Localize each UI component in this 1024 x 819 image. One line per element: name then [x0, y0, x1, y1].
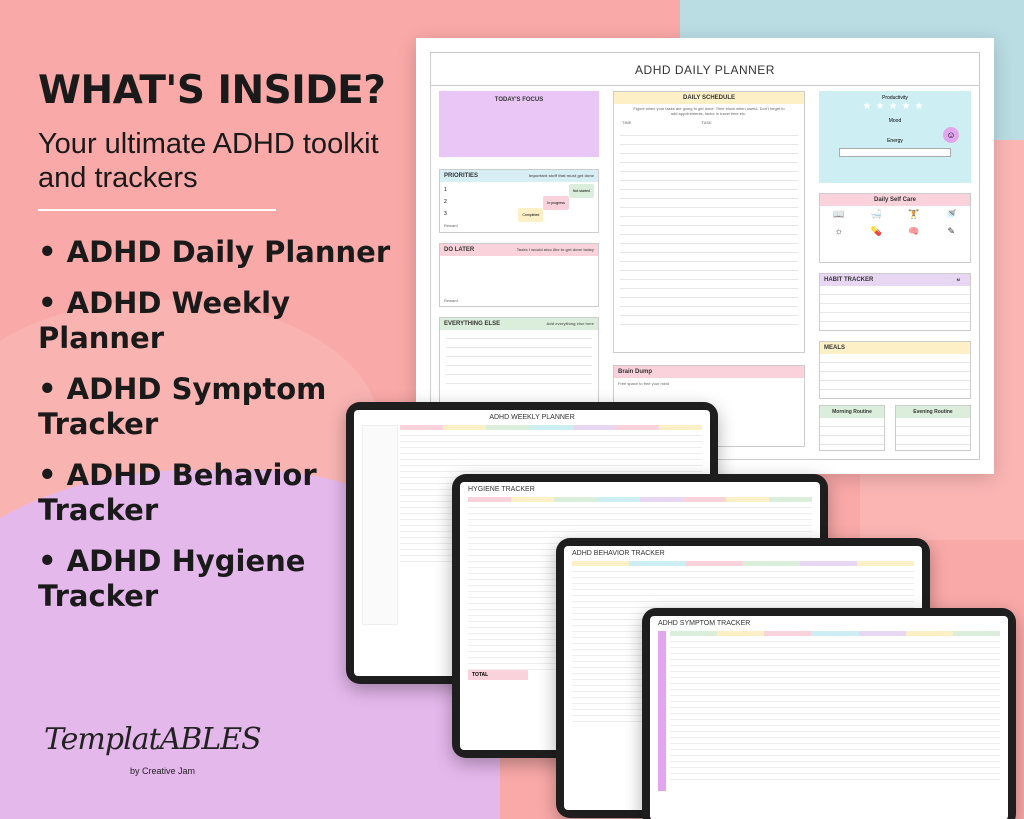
book-icon[interactable]: 📖 — [833, 209, 845, 219]
shower-icon[interactable]: 🚿 — [945, 209, 957, 219]
smiley-icon[interactable]: ☺ — [943, 127, 959, 143]
priorities-box: PRIORITIES Important stuff that must get done 1 Not started 2 In progress 3 Completed Reward — [439, 169, 599, 233]
feature-item: • ADHD Symptom Tracker — [38, 372, 327, 441]
feature-item: • ADHD Weekly Planner — [38, 286, 291, 355]
behavior-title: ADHD BEHAVIOR TRACKER — [572, 550, 665, 557]
logo-name: TemplatABLES — [44, 722, 261, 757]
divider — [38, 209, 276, 211]
feature-item: • ADHD Daily Planner — [38, 235, 391, 269]
todays-focus: TODAY'S FOCUS — [439, 91, 599, 157]
brain-icon[interactable]: 🧠 — [908, 226, 920, 236]
feature-item: • ADHD Behavior Tracker — [38, 458, 317, 527]
do-later-box: DO LATER Tasks I would also like to get done today Reward — [439, 243, 599, 307]
headline: WHAT'S INSIDE? — [38, 68, 386, 113]
feature-item: • ADHD Hygiene Tracker — [38, 544, 306, 613]
bath-icon[interactable]: 🛁 — [870, 209, 882, 219]
hygiene-title: HYGIENE TRACKER — [468, 486, 535, 493]
subtitle: Your ultimate ADHD toolkit and trackers — [38, 128, 379, 194]
promo-text — [38, 68, 398, 630]
evening-routine-box: Evening Routine — [895, 405, 971, 451]
weekly-title: ADHD WEEKLY PLANNER — [489, 414, 575, 421]
brand-logo — [44, 722, 261, 792]
morning-routine-box: Morning Routine — [819, 405, 885, 451]
hygiene-total: TOTAL — [468, 670, 528, 680]
daily-schedule-box: DAILY SCHEDULE Figure when your tasks are going to get done. Time block when useful. Don't forget to add appointments, factor in travel time etc.. TIME TASK — [613, 91, 805, 353]
weight-icon[interactable]: 🏋 — [908, 209, 920, 219]
feature-list — [38, 235, 398, 614]
journal-icon[interactable]: ✎ — [947, 226, 956, 236]
everything-else-box: EVERYTHING ELSE Add everything else here — [439, 317, 599, 447]
sun-icon[interactable]: ☼ — [834, 226, 843, 236]
symptom-title: ADHD SYMPTOM TRACKER — [658, 620, 751, 627]
star-rating-icon[interactable]: ★★★★★ — [862, 101, 928, 112]
meals-box: MEALS — [819, 341, 971, 399]
self-care-box: Daily Self Care 📖 🛁 🏋 🚿 ☼ 💊 🧠 ✎ — [819, 193, 971, 263]
brain-dump-box: Brain Dump Free space to free your mind — [613, 365, 805, 447]
habit-tracker-box: HABIT TRACKER M — [819, 273, 971, 331]
tablet-symptom — [642, 608, 1016, 819]
daily-planner-title: ADHD DAILY PLANNER — [635, 63, 775, 77]
logo-tagline: by Creative Jam — [130, 766, 196, 776]
pill-icon[interactable]: 💊 — [870, 226, 882, 236]
mood-box: Productivity ★★★★★ Mood ☺ Energy — [819, 91, 971, 183]
